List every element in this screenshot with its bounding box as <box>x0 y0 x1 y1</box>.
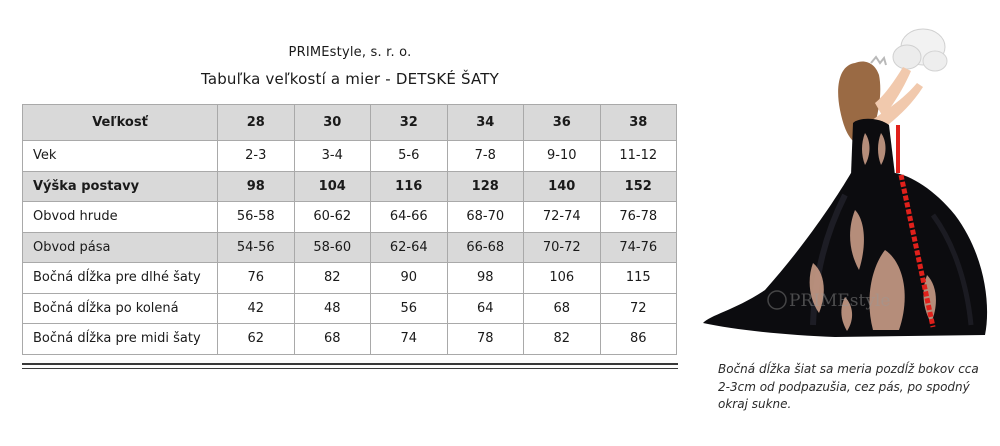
table-cell: 82 <box>294 263 371 294</box>
table-cell: 68-70 <box>447 202 524 233</box>
table-cell: 7-8 <box>447 141 524 172</box>
page-title: Tabuľka veľkostí a mier - DETSKÉ ŠATY <box>200 70 500 88</box>
size-table <box>22 104 677 355</box>
row-label: Bočná dĺžka pre midi šaty <box>23 324 218 355</box>
header-cell-size: 36 <box>524 105 601 141</box>
table-cell: 62 <box>218 324 295 355</box>
tiara-icon <box>871 57 886 65</box>
table-cell: 68 <box>524 293 601 324</box>
table-cell: 115 <box>600 263 677 294</box>
table-cell: 76 <box>218 263 295 294</box>
table-row-midi-length <box>23 324 677 355</box>
table-row-waist <box>23 232 677 263</box>
row-label: Vek <box>23 141 218 172</box>
table-cell: 64 <box>447 293 524 324</box>
table-cell: 62-64 <box>371 232 448 263</box>
table-cell: 76-78 <box>600 202 677 233</box>
watermark-text: PRIMEstyle <box>789 291 891 311</box>
table-cell: 86 <box>600 324 677 355</box>
row-label: Obvod pása <box>23 232 218 263</box>
table-cell: 72-74 <box>524 202 601 233</box>
table-cell: 78 <box>447 324 524 355</box>
row-label: Bočná dĺžka pre dlhé šaty <box>23 263 218 294</box>
table-cell: 56 <box>371 293 448 324</box>
table-cell: 104 <box>294 171 371 202</box>
measurement-note: Bočná dĺžka šiat sa meria pozdĺž bokov cca 2-3cm od podpazušia, cez pás, po spodný okraj sukne. <box>718 362 979 411</box>
row-label: Obvod hrude <box>23 202 218 233</box>
table-cell: 48 <box>294 293 371 324</box>
table-cell: 98 <box>218 171 295 202</box>
table-cell: 140 <box>524 171 601 202</box>
table-cell: 106 <box>524 263 601 294</box>
table-row-long-length <box>23 263 677 294</box>
company-name: PRIMEstyle, s. r. o. <box>288 45 412 60</box>
white-bouquet <box>893 29 947 71</box>
table-cell: 128 <box>447 171 524 202</box>
table-cell: 64-66 <box>371 202 448 233</box>
table-cell: 70-72 <box>524 232 601 263</box>
table-cell: 68 <box>294 324 371 355</box>
table-cell: 58-60 <box>294 232 371 263</box>
divider-rule <box>22 368 678 369</box>
header-cell-size: 28 <box>218 105 295 141</box>
table-row-chest <box>23 202 677 233</box>
table-cell: 90 <box>371 263 448 294</box>
table-row-height <box>23 171 677 202</box>
table-cell: 11-12 <box>600 141 677 172</box>
table-cell: 152 <box>600 171 677 202</box>
row-label: Bočná dĺžka po kolená <box>23 293 218 324</box>
table-header-row <box>23 105 677 141</box>
table-cell: 56-58 <box>218 202 295 233</box>
table-cell: 82 <box>524 324 601 355</box>
table-row-knee-length <box>23 293 677 324</box>
table-cell: 74 <box>371 324 448 355</box>
table-row-age <box>23 141 677 172</box>
table-cell: 2-3 <box>218 141 295 172</box>
table-cell: 60-62 <box>294 202 371 233</box>
table-cell: 66-68 <box>447 232 524 263</box>
table-cell: 9-10 <box>524 141 601 172</box>
table-cell: 5-6 <box>371 141 448 172</box>
header-cell-size: 30 <box>294 105 371 141</box>
girl-dress-illustration <box>695 25 995 355</box>
divider-rule <box>22 363 678 365</box>
row-label: Výška postavy <box>23 171 218 202</box>
header-cell-size: 34 <box>447 105 524 141</box>
table-cell: 72 <box>600 293 677 324</box>
dress-bodice <box>851 119 895 180</box>
header-cell-size-label: Veľkosť <box>23 105 218 141</box>
table-cell: 116 <box>371 171 448 202</box>
table-cell: 54-56 <box>218 232 295 263</box>
table-cell: 42 <box>218 293 295 324</box>
header-cell-size: 32 <box>371 105 448 141</box>
table-cell: 3-4 <box>294 141 371 172</box>
header-cell-size: 38 <box>600 105 677 141</box>
table-cell: 74-76 <box>600 232 677 263</box>
table-cell: 98 <box>447 263 524 294</box>
